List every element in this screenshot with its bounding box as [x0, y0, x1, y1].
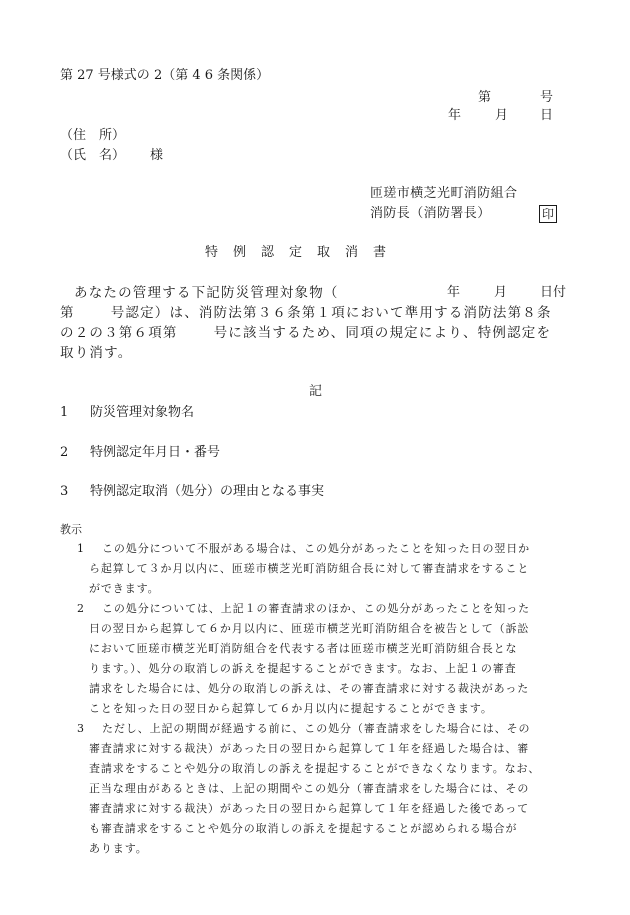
notice-line: 日の翌日から起算して６か月以内に、匝瑳市横芝光町消防組合を被告として（訴訟 — [89, 622, 530, 635]
notice-line: 請求をした場合には、処分の取消しの訴えは、その審査請求に対する裁決があった — [89, 682, 530, 695]
notice-entry-2-number: 2 — [77, 602, 84, 615]
item-2 — [60, 445, 220, 461]
body-line-4: 取り消す。 — [60, 345, 133, 361]
body-line-2 — [60, 305, 552, 322]
name-label: （氏 名） — [60, 148, 126, 163]
number-prefix: 第 — [478, 90, 492, 105]
body-line-1 — [60, 285, 339, 302]
notice-line: ります。）、処分の取消しの訴えを提起することができます。なお、上記１の審査 — [89, 662, 517, 675]
body-line-3 — [60, 325, 551, 342]
notice-line: ただし、上記の期間が経過する前に、この処分（審査請求をした場合には、その — [102, 722, 531, 735]
item-number: 3 — [60, 484, 69, 499]
ki-marker: 記 — [309, 384, 323, 399]
address-label: （住 所） — [60, 128, 126, 143]
issuer-organization: 匝瑳市横芝光町消防組合 — [370, 186, 518, 201]
notice-line: この処分については、上記１の審査請求のほか、この処分があったことを知った — [102, 602, 531, 615]
notice-line: ら起算して３か月以内に、匝瑳市横芝光町消防組合長に対して審査請求をすること — [89, 562, 530, 575]
seal-box: 印 — [539, 205, 557, 223]
notice-line: 正当な理由があるときは、上記の期間やこの処分（審査請求をした場合には、その — [89, 782, 530, 795]
body-line-3-text: 号に該当するため、同項の規定により、特例認定を — [213, 325, 552, 341]
item-1 — [60, 405, 194, 421]
notice-heading: 教示 — [60, 523, 82, 536]
document-title: 特 例 認 定 取 消 書 — [205, 245, 388, 260]
notice-line: あります。 — [89, 842, 148, 855]
notice-line: この処分について不服がある場合は、この処分があったことを知った日の翌日か — [102, 542, 531, 555]
body-line-3-prefix: の２の３第６項第 — [60, 325, 178, 341]
number-suffix: 号 — [540, 90, 554, 105]
body-year: 年 — [447, 285, 461, 300]
item-3 — [60, 484, 324, 500]
item-text: 防災管理対象物名 — [90, 405, 195, 420]
notice-line: も審査請求をすることや処分の取消しの訴えを提起することが認められる場合が — [89, 822, 518, 835]
notice-line: ができます。 — [89, 582, 160, 595]
notice-line: ことを知った日の翌日から起算して６か月以内に提起することができます。 — [89, 702, 493, 715]
date-month: 月 — [495, 108, 509, 123]
item-text: 特例認定取消（処分）の理由となる事実 — [90, 484, 325, 499]
date-year: 年 — [448, 108, 462, 123]
item-text: 特例認定年月日・番号 — [90, 445, 221, 460]
form-label: 第 27 号様式の 2（第 4 6 条関係） — [60, 68, 270, 83]
honorific: 様 — [150, 148, 164, 163]
body-line-1-text: あなたの管理する下記防災管理対象物（ — [74, 285, 339, 301]
body-month: 月 — [494, 285, 508, 300]
issuer-title: 消防長（消防署長） — [370, 206, 491, 221]
item-number: 2 — [60, 445, 69, 460]
date-day: 日 — [540, 108, 554, 123]
body-day: 日付 — [540, 285, 567, 300]
item-number: 1 — [60, 405, 69, 420]
notice-entry-1-number: 1 — [77, 542, 84, 555]
notice-line: 査請求をすることや処分の取消しの訴えを提起することができなくなります。なお、 — [89, 762, 541, 775]
notice-line: において匝瑳市横芝光町消防組合を代表する者は匝瑳市横芝光町消防組合長とな — [89, 642, 518, 655]
notice-entry-3-number: 3 — [77, 722, 84, 735]
notice-line: 審査請求に対する裁決）があった日の翌日から起算して１年を経過した後であって — [89, 802, 530, 815]
notice-line: 審査請求に対する裁決）があった日の翌日から起算して１年を経過した場合は、審 — [89, 742, 530, 755]
body-line-2-text: 号認定）は、消防法第３６条第１項において準用する消防法第８条 — [110, 305, 552, 321]
body-line-2-prefix: 第 — [60, 305, 75, 321]
